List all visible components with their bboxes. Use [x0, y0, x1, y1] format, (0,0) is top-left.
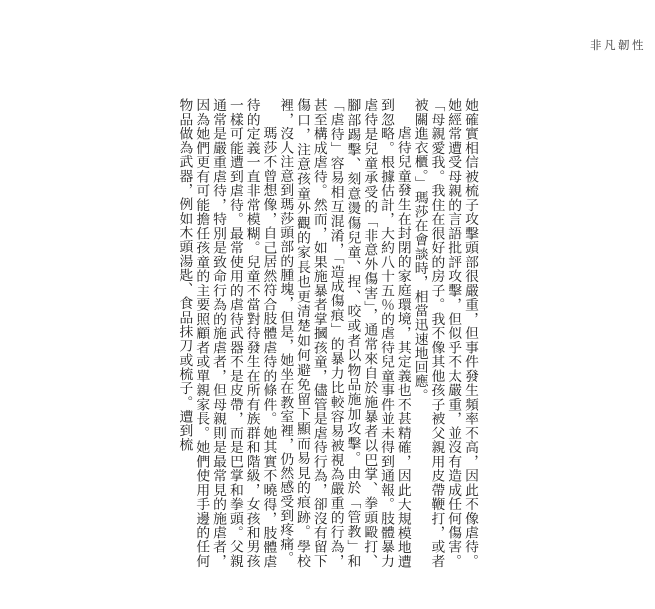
body-text	[176, 98, 478, 568]
paragraph-2: 虐待兒童發生在封閉的家庭環境，其定義也不甚精確，因此大規模地遭到忽略。根據估計，大約八十五％的虐待兒童事件並未得到通報。肢體暴力虐待是兒童承受的「非意外傷害」，通常來自於施暴者以巴掌、拳頭毆打、腳部踢擊、刻意燙傷兒童、捏、咬或者以物品施加攻擊。由於「管教」和「虐待」容易相互混淆，「造成傷痕」的暴力比較容易被視為嚴重的行為，甚至構成虐待。然而，如果施暴者掌摑孩童，儘管是虐待行為，卻沒有留下傷口，注意孩童外觀的家長也更清楚如何避免留下顯而易見的痕跡。學校裡，沒人注意到瑪莎頭部的腫塊，但是，她坐在教室裡，仍然感受到疼痛。	[277, 98, 411, 568]
paragraph-3: 瑪莎不曾想像，自己居然符合肢體虐待的條件。她其實不曉得，肢體虐待的定義一直非常模糊。兒童不當對待發生在所有族群和階級，女孩和男孩一樣可能遭到虐待。最常使用的虐待武器不是皮帶，而是巴掌和拳頭。父親通常是嚴重虐待，特別是致命行為的施虐者，但母親則是最常見的施虐者，因為她們更有可能擔任孩童的主要照顧者或單親家長。她們使用手邊的任何物品做為武器，例如木頭湯匙、食品抹刀或梳子。遭到梳	[176, 98, 277, 568]
running-header: 非凡韌性	[590, 38, 646, 52]
paragraph-1: 她確實相信被梳子攻擊頭部很嚴重，但事件發生頻率不高，因此不像虐待。她經常遭受母親的言語批評攻擊，但似乎不太嚴重，並沒有造成任何傷害。「母親愛我。我住在很好的房子。我不像其他孩子被父親用皮帶鞭打，或者被關進衣櫃。」瑪莎在會談時，相當迅速地回應。	[411, 98, 478, 568]
